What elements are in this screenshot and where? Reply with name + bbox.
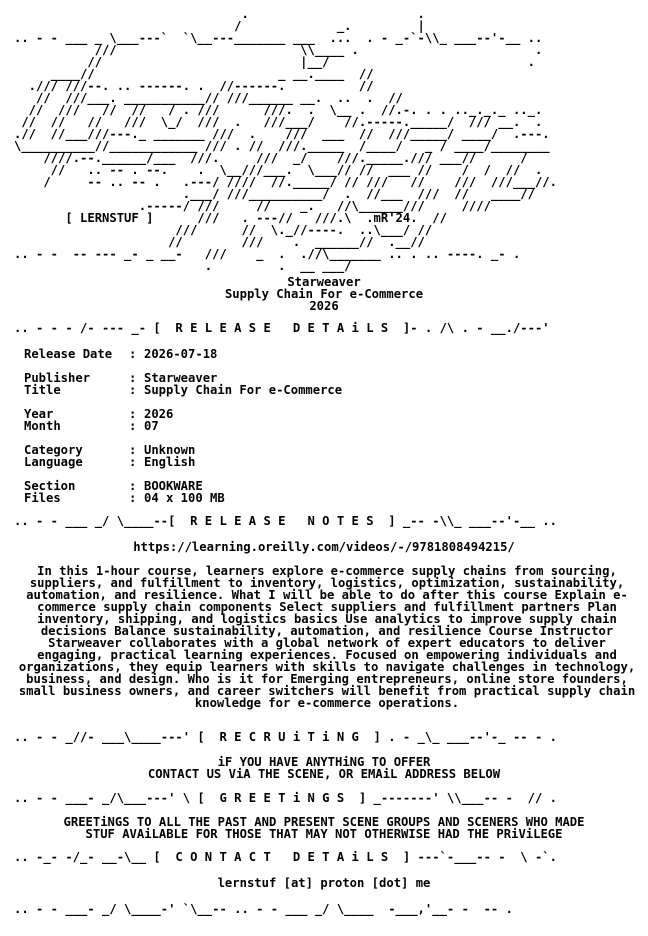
detail-row-year: Year : 2026 xyxy=(24,407,174,421)
files-value: 04 x 100 MB xyxy=(144,491,225,505)
detail-row-language: Language : English xyxy=(24,455,196,469)
release-url xyxy=(0,541,648,553)
detail-row-section: Section : BOOKWARE xyxy=(24,479,203,493)
release-title: Supply Chain For e-Commerce xyxy=(224,287,424,301)
contact-info xyxy=(0,877,648,889)
category-value: Unknown xyxy=(144,443,196,457)
detail-row-release-date: Release Date : 2026-07-18 xyxy=(24,347,218,361)
contact-email[interactable]: lernstuf [at] proton [dot] me xyxy=(217,876,431,890)
year-value: 2026 xyxy=(144,407,174,421)
release-details-table xyxy=(24,348,342,504)
recruiting-message xyxy=(0,756,648,780)
release-description: In this 1-hour course, learners explore e-commerce supply chains from sourcing, suppliers, and fulfillment to inventory, logistics, optimization, sustainability, automation, and resilience. What I will be able to do after this course Explain e-commerce supply chain components Select suppliers and fulfillment partners Plan inventory, shipping, and logistics basics Use analytics to improve supply chain decisions Balance sustainability, automation, and resilience Course Instructor Starweaver collaborates with a global network of expert educators to deliver engaging, practical learning experiences. Focused on empowering individuals and organizations, they equip learners with skills to navigate challenges in technology, business, and design. Who is it for Emerging entrepreneurs, online store founders, small business owners, and career switchers will benefit from practical supply chain knowledge for e-commerce operations. xyxy=(18,564,636,710)
section-release-details: .. - - - /- --- _- [ R E L E A S E D E T A i L S ]- . /\ . - __./---' xyxy=(14,321,550,335)
release-author: Starweaver xyxy=(287,275,361,289)
greetings-message xyxy=(0,816,648,840)
section-release-notes: .. - - ___ _/ \____--[ R E L E A S E N O T E S ] _-- -\\_ ___--'-__ .. xyxy=(14,514,557,528)
detail-row-category: Category : Unknown xyxy=(24,443,196,457)
detail-row-month: Month : 07 xyxy=(24,419,159,433)
release-date-value: 2026-07-18 xyxy=(144,347,218,361)
publisher-value: Starweaver xyxy=(144,371,218,385)
ascii-logo xyxy=(14,8,557,272)
section-value: BOOKWARE xyxy=(144,479,203,493)
section-contact: .. -_- -/_- __-\__ [ C O N T A C T D E T A i L S ] ---`-___-- - \ -`. xyxy=(14,850,557,864)
ascii-logo-art: . . / _. | .. - - ___ _ \___---` `\__---_______ ___ ... . - _-`-\\_ ___--'-__ .. /// \\____ . . // |__/ . ____// _ __.____ // ./// ///--. .. ------. . //------. // // ///___. ___________// ///______ __. .. . // // /// // // / . /// ///. . \__ . //.-. . . .._._._ .._. // // // /// \_/ /// . ///___/ //.-----._____/ /// __. . .// //___///---._ _______ /// . /// ___ // ///_____/ ____/ .---. \__________//____________ /// . // ///._____ /____/ _ / ____/________ ////.--.______/___ ///. /// _/ ///._____./// ___// / // .. -- . --. . \__///___. \___// // ___ // / / // . / -- .. -- . .---/ //// //._____/ // /// // /// ///___//. .___/ ///__________/ . //___ /// // ____// .-----/ /// // _. //\______/// //// [ LERNSTUF ] /// . ---// ///.\ .mR'24. // /// // \._//----. ..\___/ // // /// . ______// .__// .. - - -- --- _- _ __- /// _ . .//\_______ .. . .. ----. _- . . . __ ___/ xyxy=(14,7,557,273)
detail-row-publisher: Publisher : Starweaver xyxy=(24,371,218,385)
course-url[interactable]: https://learning.oreilly.com/videos/-/9781808494215/ xyxy=(133,540,515,554)
month-value: 07 xyxy=(144,419,159,433)
language-value: English xyxy=(144,455,196,469)
greetings-line-1: GREETiNGS TO ALL THE PAST AND PRESENT SCENE GROUPS AND SCENERS WHO MADE xyxy=(63,815,585,829)
recruiting-line-2: CONTACT US ViA THE SCENE, OR EMAiL ADDRESS BELOW xyxy=(147,767,501,781)
greetings-line-2: STUF AVAiLABLE FOR THOSE THAT MAY NOT OTHERWISE HAD THE PRiViLEGE xyxy=(85,827,563,841)
release-year: 2026 xyxy=(309,299,339,313)
footer-separator: .. - - ___- _/ \____-' `\__-- .. - - ___ _/ \____ -___,'__- - -- . xyxy=(14,902,513,916)
recruiting-line-1: iF YOU HAVE ANYTHiNG TO OFFER xyxy=(217,755,431,769)
detail-row-title: Title : Supply Chain For e-Commerce xyxy=(24,383,343,397)
title-value: Supply Chain For e-Commerce xyxy=(144,383,343,397)
detail-row-files: Files : 04 x 100 MB xyxy=(24,491,225,505)
section-recruiting: .. - - _//- ___\____---' [ R E C R U i T i N G ] . - _\_ ___--'-_ -- - . xyxy=(14,730,557,744)
section-greetings: .. - - ___- _/\___---' \ [ G R E E T i N G S ] _-------' \\___-- - // . xyxy=(14,791,557,805)
release-header xyxy=(0,276,648,312)
